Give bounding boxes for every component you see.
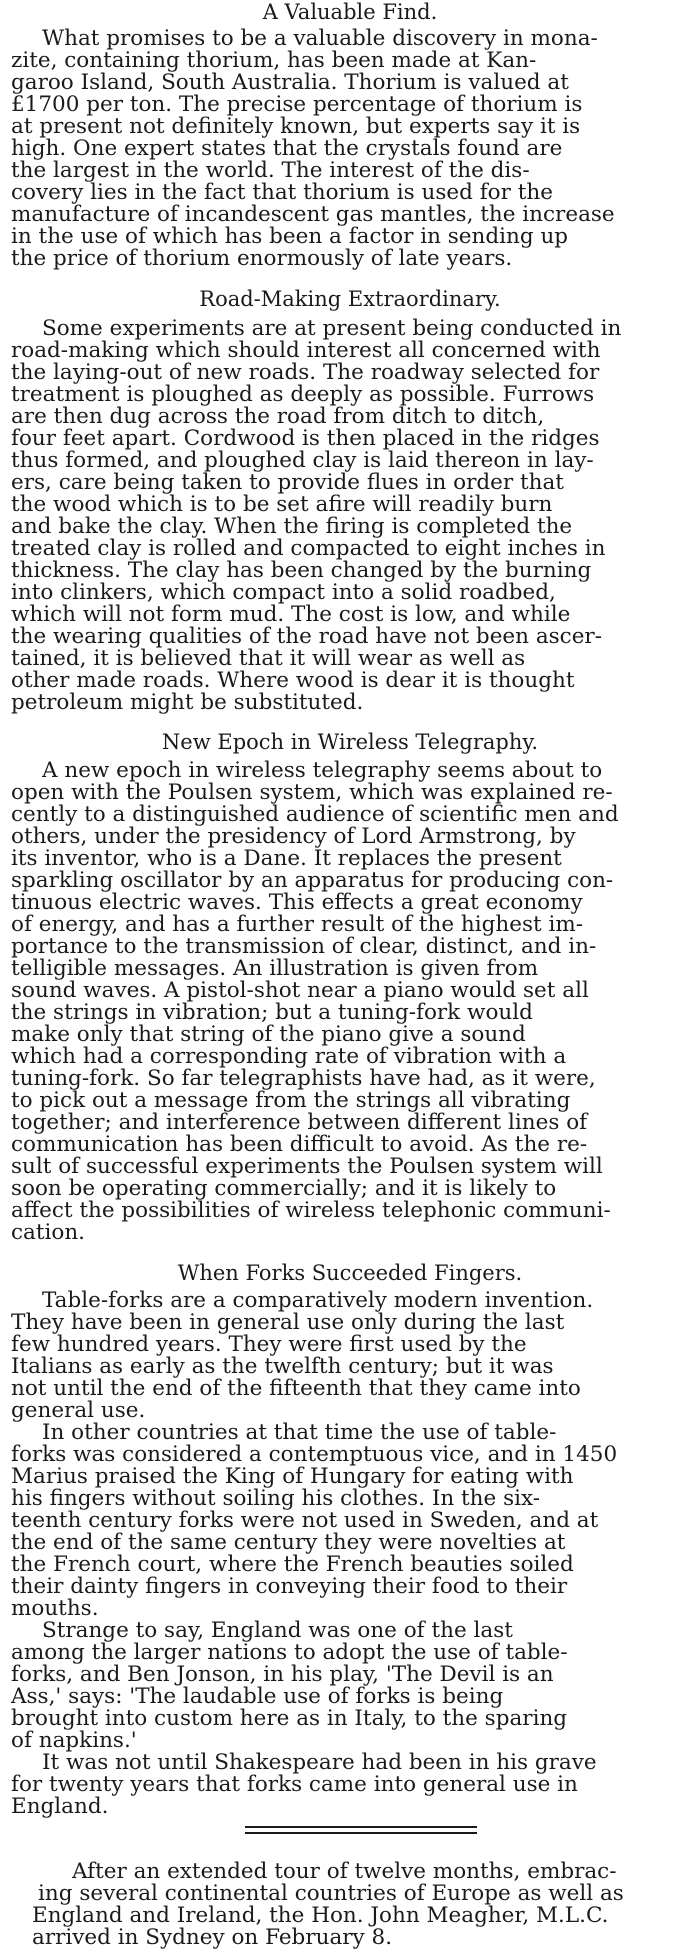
article-line: telligible messages. An illustration is given from (11, 958, 539, 980)
article-line: In other countries at that time the use of table- (42, 1422, 557, 1444)
article-line: at present not definitely known, but experts say it is (11, 116, 581, 138)
article-line: They have been in general use only during the last (11, 1312, 565, 1334)
article-line: into clinkers, which compact into a solid roadbed, (11, 582, 556, 604)
article-line: for twenty years that forks came into general use in (11, 1774, 578, 1796)
article-line: in the use of which has been a factor in sending up (11, 226, 569, 248)
closing-line: ing several continental countries of Europe as well as (38, 1883, 624, 1905)
article-title-wireless-telegraphy: New Epoch in Wireless Telegraphy. (161, 730, 539, 754)
article-line: high. One expert states that the crystals found are (11, 138, 563, 160)
article-line: thus formed, and ploughed clay is laid thereon in lay- (11, 450, 594, 472)
article-line: £1700 per ton. The precise percentage of thorium is (11, 94, 583, 116)
separator-rule-bottom (245, 1832, 477, 1834)
article-line: sult of successful experiments the Poulsen system will (11, 1156, 603, 1178)
article-line: Table-forks are a comparatively modern invention. (42, 1290, 594, 1312)
article-line: England. (11, 1796, 109, 1818)
closing-line: arrived in Sydney on February 8. (32, 1927, 393, 1949)
separator-rule-top (245, 1826, 477, 1828)
article-line: open with the Poulsen system, which was explained re- (11, 782, 613, 804)
article-line: It was not until Shakespeare had been in his grave (42, 1752, 597, 1774)
article-line: general use. (11, 1400, 146, 1422)
article-line: tinuous electric waves. This effects a great economy (11, 892, 583, 914)
article-line: Italians as early as the twelfth century; but it was (11, 1356, 554, 1378)
article-line: the strings in vibration; but a tuning-fork would (11, 1002, 533, 1024)
article-line: brought into custom here as in Italy, to the sparing (11, 1708, 568, 1730)
article-line: cently to a distinguished audience of scientific men and (11, 804, 619, 826)
article-title-valuable-find: A Valuable Find. (262, 0, 438, 24)
article-line: his fingers without soiling his clothes. In the six- (11, 1488, 540, 1510)
article-title-forks: When Forks Succeeded Fingers. (177, 1261, 523, 1285)
article-line: cation. (11, 1222, 86, 1244)
article-line: soon be operating commercially; and it is likely to (11, 1178, 557, 1200)
article-line: not until the end of the fifteenth that they came into (11, 1378, 581, 1400)
article-line: together; and interference between different lines of (11, 1112, 588, 1134)
article-line: ers, care being taken to provide flues in order that (11, 472, 564, 494)
article-line: its inventor, who is a Dane. It replaces the present (11, 848, 562, 870)
article-line: are then dug across the road from ditch to ditch, (11, 406, 545, 428)
article-line: the price of thorium enormously of late years. (11, 248, 513, 270)
article-line: treatment is ploughed as deeply as possible. Furrows (11, 384, 595, 406)
article-line: among the larger nations to adopt the use of table- (11, 1642, 568, 1664)
article-line: few hundred years. They were first used by the (11, 1334, 527, 1356)
article-line: teenth century forks were not used in Sweden, and at (11, 1510, 599, 1532)
article-line: other made roads. Where wood is dear it is thought (11, 670, 575, 692)
article-line: tained, it is believed that it will wear as well as (11, 648, 526, 670)
article-line: the French court, where the French beauties soiled (11, 1554, 574, 1576)
article-line: communication has been difficult to avoid. As the re- (11, 1134, 588, 1156)
article-line: petroleum might be substituted. (11, 692, 364, 714)
article-line: sparkling oscillator by an apparatus for producing con- (11, 870, 614, 892)
article-line: the wood which is to be set afire will readily burn (11, 494, 553, 516)
article-line: tuning-fork. So far telegraphists have had, as it were, (11, 1068, 596, 1090)
article-line: Some experiments are at present being conducted in (42, 318, 622, 340)
article-line: the laying-out of new roads. The roadway selected for (11, 362, 600, 384)
article-line: forks was considered a contemptuous vice, and in 1450 (11, 1444, 618, 1466)
article-line: the largest in the world. The interest of the dis- (11, 160, 530, 182)
article-line: which will not form mud. The cost is low, and while (11, 604, 571, 626)
article-title-road-making: Road-Making Extraordinary. (199, 287, 501, 311)
article-line: treated clay is rolled and compacted to eight inches in (11, 538, 606, 560)
article-line: Strange to say, England was one of the last (42, 1620, 513, 1642)
article-line: their dainty fingers in conveying their food to their (11, 1576, 568, 1598)
article-line: mouths. (11, 1598, 99, 1620)
article-line: make only that string of the piano give a sound (11, 1024, 526, 1046)
article-line: which had a corresponding rate of vibration with a (11, 1046, 567, 1068)
article-line: to pick out a message from the strings all vibrating (11, 1090, 571, 1112)
article-line: four feet apart. Cordwood is then placed in the ridges (11, 428, 600, 450)
article-line: the wearing qualities of the road have not been ascer- (11, 626, 602, 648)
article-line: Ass,' says: 'The laudable use of forks is being (11, 1686, 504, 1708)
article-line: others, under the presidency of Lord Armstrong, by (11, 826, 576, 848)
article-line: A new epoch in wireless telegraphy seems about to (42, 760, 603, 782)
article-line: garoo Island, South Australia. Thorium is valued at (11, 72, 569, 94)
article-line: manufacture of incandescent gas mantles, the increase (11, 204, 615, 226)
article-line: sound waves. A pistol-shot near a piano would set all (11, 980, 589, 1002)
article-line: zite, containing thorium, has been made at Kan- (11, 50, 537, 72)
article-line: of energy, and has a further result of the highest im- (11, 914, 583, 936)
article-line: What promises to be a valuable discovery in mona- (42, 28, 598, 50)
closing-line: After an extended tour of twelve months, embrac- (72, 1861, 617, 1883)
article-line: Marius praised the King of Hungary for eating with (11, 1466, 574, 1488)
article-line: portance to the transmission of clear, distinct, and in- (11, 936, 597, 958)
article-line: road-making which should interest all concerned with (11, 340, 601, 362)
article-line: forks, and Ben Jonson, in his play, 'The Devil is an (11, 1664, 554, 1686)
article-line: affect the possibilities of wireless telephonic communi- (11, 1200, 611, 1222)
article-line: and bake the clay. When the firing is completed the (11, 516, 573, 538)
closing-line: England and Ireland, the Hon. John Meagher, M.L.C. (32, 1905, 609, 1927)
article-line: the end of the same century they were novelties at (11, 1532, 566, 1554)
article-line: covery lies in the fact that thorium is used for the (11, 182, 553, 204)
article-line: of napkins.' (11, 1730, 137, 1752)
article-line: thickness. The clay has been changed by the burning (11, 560, 592, 582)
